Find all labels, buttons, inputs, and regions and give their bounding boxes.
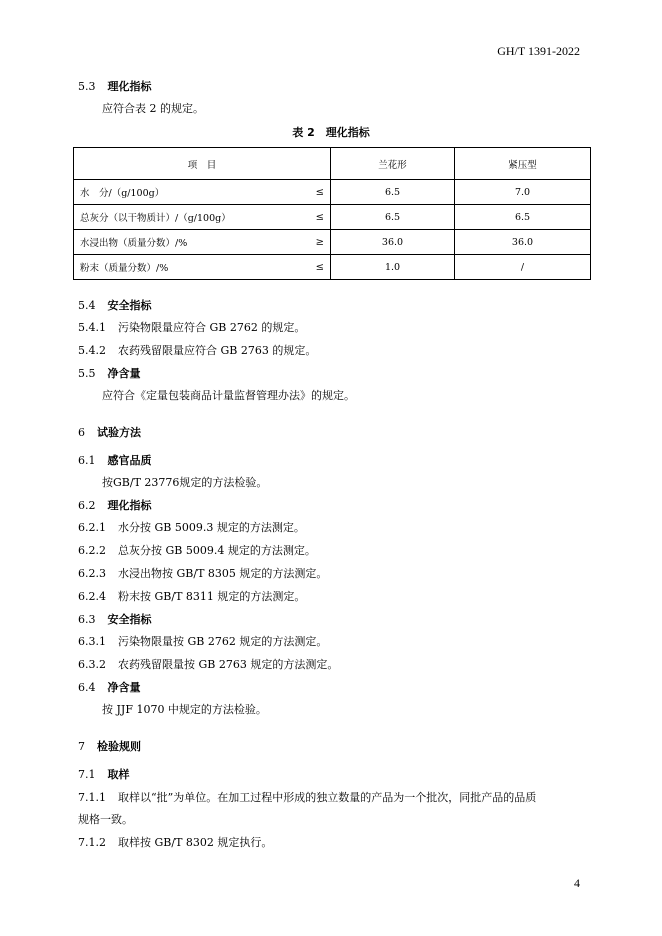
- clause-6-3-1: [78, 635, 327, 649]
- section-5-4-heading: [78, 299, 152, 313]
- clause-6-2-2: [78, 544, 316, 558]
- section-number: 7: [78, 740, 85, 753]
- table-caption: 表 2 理化指标: [292, 126, 370, 139]
- section-number: 6: [78, 426, 85, 439]
- section-6-1-body: 按GB/T 23776规定的方法检验。: [102, 476, 268, 489]
- value-orchid: 6.5: [331, 180, 455, 205]
- clause-text: 取样按 GB/T 8302 规定执行。: [118, 836, 273, 849]
- section-6-4-heading: [78, 681, 141, 695]
- clause-text: 总灰分按 GB 5009.4 规定的方法测定。: [118, 544, 316, 557]
- clause-number: 5.4.2: [78, 344, 106, 357]
- standard-code-header: GH/T 1391-2022: [497, 44, 580, 58]
- section-title: 净含量: [107, 367, 141, 380]
- clause-7-1-2: [78, 836, 272, 850]
- section-number: 6.2: [78, 499, 96, 512]
- clause-6-2-4: [78, 590, 305, 604]
- value-orchid: 36.0: [331, 230, 455, 255]
- clause-number: 6.3.2: [78, 658, 106, 671]
- clause-text: 水分按 GB 5009.3 规定的方法测定。: [118, 521, 305, 534]
- clause-7-1-1: [78, 791, 536, 805]
- section-5-5-heading: [78, 367, 141, 381]
- clause-5-4-1: [78, 321, 305, 335]
- clause-number: 6.2.2: [78, 544, 106, 557]
- section-5-3-body: 应符合表 2 的规定。: [102, 102, 204, 115]
- section-number: 7.1: [78, 768, 96, 781]
- comparison-symbol: ≤: [315, 186, 324, 198]
- row-item: 总灰分（以干物质计）/（g/100g）: [80, 213, 231, 224]
- section-title: 安全指标: [107, 299, 152, 312]
- value-compressed: /: [455, 255, 591, 280]
- table-row: [74, 255, 591, 280]
- section-title: 理化指标: [107, 499, 152, 512]
- table-row: [74, 230, 591, 255]
- clause-text: 农药残留限量应符合 GB 2763 的规定。: [118, 344, 317, 357]
- value-compressed: 6.5: [455, 205, 591, 230]
- clause-text: 农药残留限量按 GB 2763 规定的方法测定。: [118, 658, 339, 671]
- clause-6-2-3: [78, 567, 327, 581]
- row-item: 水 分/（g/100g）: [80, 188, 165, 199]
- table-header-row: [74, 148, 591, 180]
- section-title: 检验规则: [97, 740, 141, 753]
- section-title: 净含量: [107, 681, 141, 694]
- section-title: 理化指标: [107, 80, 152, 93]
- section-6-2-heading: [78, 499, 152, 513]
- comparison-symbol: ≥: [315, 236, 324, 248]
- section-7-1-heading: [78, 768, 130, 782]
- clause-text: 水浸出物按 GB/T 8305 规定的方法测定。: [118, 567, 328, 580]
- page-number: 4: [574, 876, 580, 890]
- section-number: 5.5: [78, 367, 96, 380]
- clause-text: 污染物限量应符合 GB 2762 的规定。: [118, 321, 306, 334]
- table-row: [74, 205, 591, 230]
- section-title: 取样: [107, 768, 130, 781]
- section-6-3-heading: [78, 613, 152, 627]
- header-compressed-type: 紧压型: [455, 148, 591, 180]
- section-number: 6.4: [78, 681, 96, 694]
- clause-number: 7.1.1: [78, 791, 106, 804]
- section-number: 5.4: [78, 299, 96, 312]
- header-orchid-shape: 兰花形: [331, 148, 455, 180]
- section-5-5-body: 应符合《定量包装商品计量监督管理办法》的规定。: [102, 389, 355, 402]
- clause-6-3-2: [78, 658, 338, 672]
- comparison-symbol: ≤: [315, 211, 324, 223]
- section-6-heading: [78, 426, 141, 440]
- clause-text: 粉末按 GB/T 8311 规定的方法测定。: [118, 590, 306, 603]
- section-7-heading: [78, 740, 141, 754]
- clause-number: 7.1.2: [78, 836, 106, 849]
- value-compressed: 36.0: [455, 230, 591, 255]
- clause-7-1-1-continued: 规格一致。: [78, 813, 133, 826]
- clause-text: 污染物限量按 GB 2762 规定的方法测定。: [118, 635, 328, 648]
- clause-number: 6.2.4: [78, 590, 106, 603]
- section-number: 6.1: [78, 454, 96, 467]
- clause-number: 6.2.3: [78, 567, 106, 580]
- value-orchid: 1.0: [331, 255, 455, 280]
- section-5-3-heading: [78, 80, 152, 94]
- physicochemical-table: [73, 147, 591, 280]
- section-6-4-body: 按 JJF 1070 中规定的方法检验。: [102, 703, 267, 716]
- section-title: 试验方法: [97, 426, 141, 439]
- clause-number: 5.4.1: [78, 321, 106, 334]
- value-orchid: 6.5: [331, 205, 455, 230]
- table-row: [74, 180, 591, 205]
- section-number: 5.3: [78, 80, 96, 93]
- clause-number: 6.2.1: [78, 521, 106, 534]
- row-item: 水浸出物（质量分数）/%: [80, 238, 188, 249]
- row-item: 粉末（质量分数）/%: [80, 263, 169, 274]
- section-title: 感官品质: [107, 454, 152, 467]
- clause-5-4-2: [78, 344, 316, 358]
- value-compressed: 7.0: [455, 180, 591, 205]
- clause-number: 6.3.1: [78, 635, 106, 648]
- clause-6-2-1: [78, 521, 305, 535]
- section-number: 6.3: [78, 613, 96, 626]
- clause-text: 取样以“批”为单位。在加工过程中形成的独立数量的产品为一个批次，同批产品的品质: [118, 791, 537, 804]
- section-6-1-heading: [78, 454, 152, 468]
- header-item: 项 目: [74, 148, 331, 180]
- comparison-symbol: ≤: [315, 261, 324, 273]
- section-title: 安全指标: [107, 613, 152, 626]
